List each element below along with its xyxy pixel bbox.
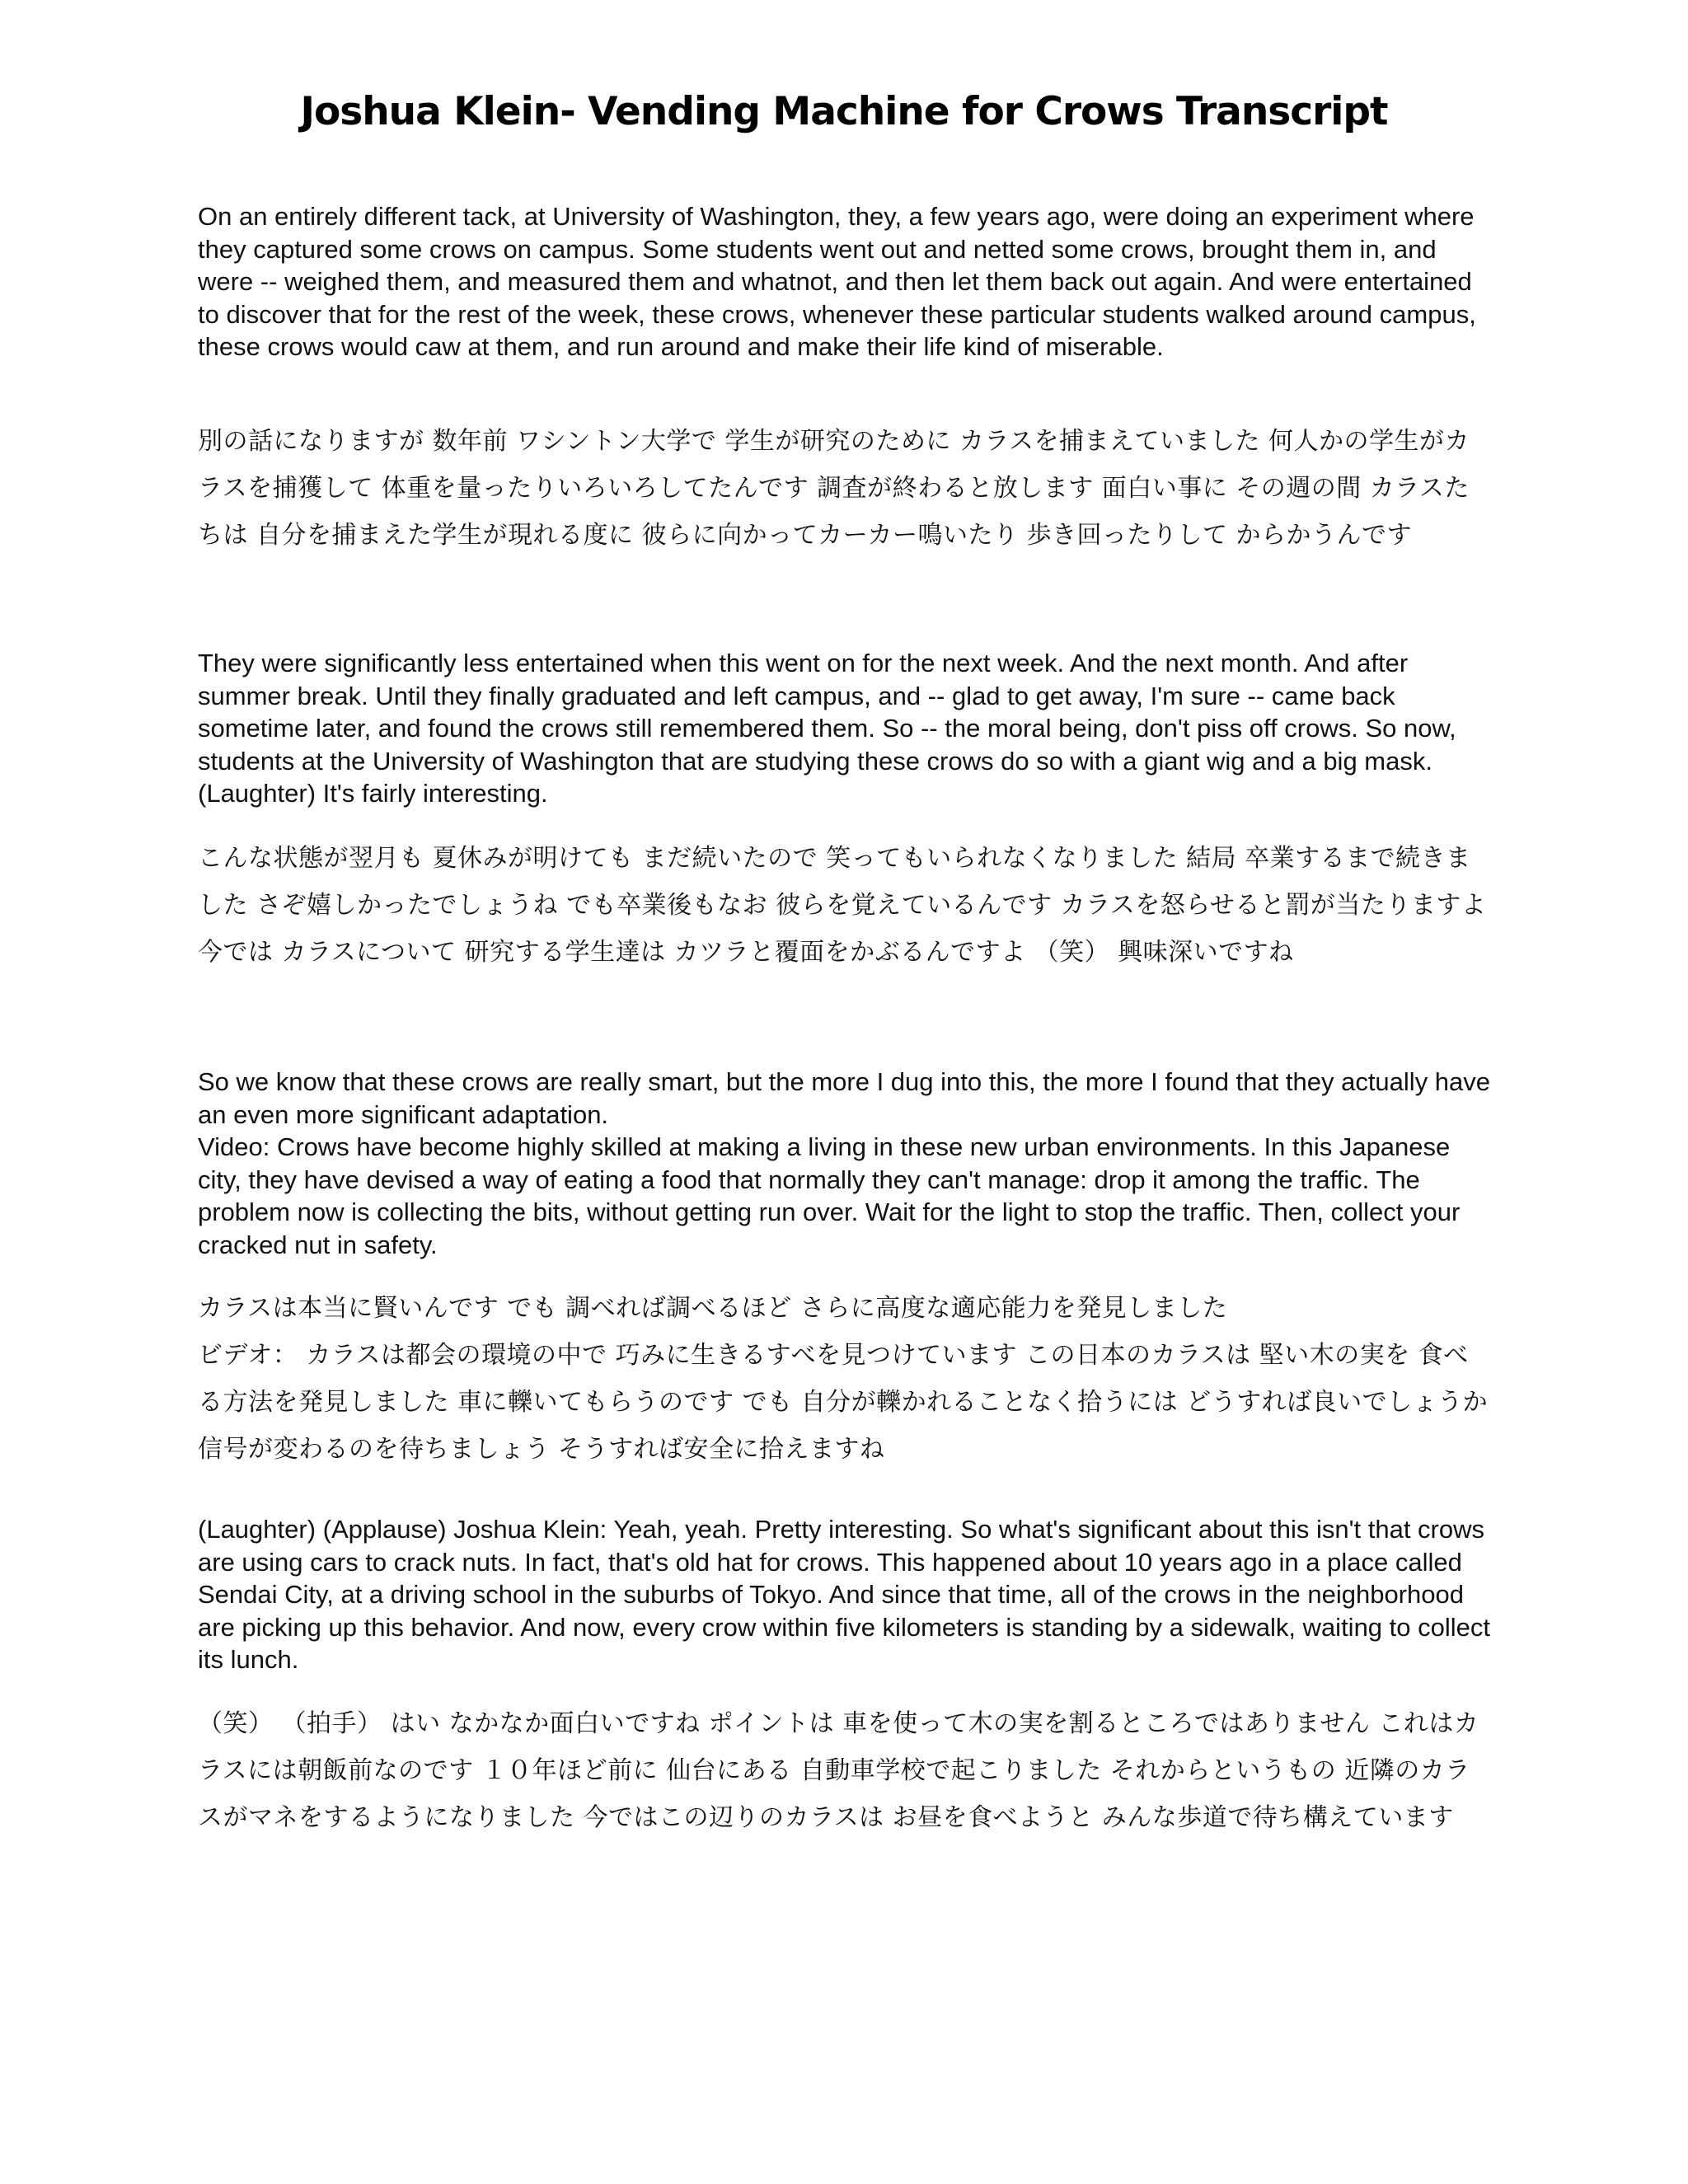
page-title: Joshua Klein- Vending Machine for Crows Transcript [300,89,1388,134]
english-paragraph: On an entirely different tack, at University of Washington, they, a few years ago, were doing an experiment where they captured some crows on campus. Some students went out and netted some crows, brought them in, and were -- weighed them, and measured them and whatnot, and then let them back out again. And were entertained to discover that for the rest of the week, these crows, whenever these particular students walked around campus, these crows would caw at them, and run around and make their life kind of miserable. [198,202,1476,361]
section-4-japanese [198,1700,1492,1841]
section-4-english [198,1513,1492,1676]
section-2-english [198,647,1492,810]
english-paragraph: So we know that these crows are really smart, but the more I dug into this, the more I found that they actually have an even more significant adaptation. [198,1067,1491,1129]
section-3-japanese [198,1285,1492,1473]
section-2-japanese [198,835,1492,976]
section-3-english [198,1066,1492,1261]
video-japanese-paragraph: ビデオ： カラスは都会の環境の中で 巧みに生きるすべを見つけています この日本のカラスは 堅い木の実を 食べる方法を発見しました 車に轢いてもらうのです でも 自分が轢かれることなく拾うには どうすれば良いでしょうか 信号が変わるのを待ちましょう そうすれば安全に拾えますね [198,1341,1489,1464]
japanese-paragraph: （笑） （拍手） はい なかなか面白いですね ポイントは 車を使って木の実を割るところではありません これはカラスには朝飯前なのです １０年ほど前に 仙台にある 自動車学校で起こりました それからというもの 近隣のカラスがマネをするようになりました 今ではこの辺りのカラスは お昼を食べようと みんな歩道で待ち構えています [198,1709,1479,1832]
japanese-paragraph: 別の話になりますが 数年前 ワシントン大学で 学生が研究のために カラスを捕まえていました 何人かの学生がカラスを捕獲して 体重を量ったりいろいろしてたんです 調査が終わると放します 面白い事に その週の間 カラスたちは 自分を捕まえた学生が現れる度に 彼らに向かってカーカー鳴いたり 歩き回ったりして からかうんです [198,427,1470,550]
video-paragraph: Video: Crows have become highly skilled at making a living in these new urban environments. In this Japanese city, they have devised a way of eating a food that normally they can't manage: drop it among the traffic. The problem now is collecting the bits, without getting run over. Wait for the light to stop the traffic. Then, collect your cracked nut in safety. [198,1132,1461,1259]
japanese-paragraph: カラスは本当に賢いんです でも 調べれば調べるほど さらに高度な適応能力を発見しました [198,1294,1228,1323]
japanese-paragraph: こんな状態が翌月も 夏休みが明けても まだ続いたので 笑ってもいられなくなりました 結局 卒業するまで続きました さぞ嬉しかったでしょうね でも卒業後もなお 彼らを覚えているんです カラスを怒らせると罰が当たりますよ 今では カラスについて 研究する学生達は カツラと覆面をかぶるんですよ （笑） 興味深いですね [198,844,1487,967]
section-1-english [198,200,1492,363]
english-paragraph: (Laughter) (Applause) Joshua Klein: Yeah, yeah. Pretty interesting. So what's significant about this isn't that crows are using cars to crack nuts. In fact, that's old hat for crows. This happened about 10 years ago in a place called Sendai City, at a driving school in the suburbs of Tokyo. And since that time, all of the crows in the neighborhood are picking up this behavior. And now, every crow within five kilometers is standing by a sidewalk, waiting to collect its lunch. [198,1515,1490,1674]
section-1-japanese [198,418,1492,559]
english-paragraph: They were significantly less entertained when this went on for the next week. And the next month. And after summer break. Until they finally graduated and left campus, and -- glad to get away, I'm sure -- came back sometime later, and found the crows still remembered them. So -- the moral being, don't piss off crows. So now, students at the University of Washington that are studying these crows do so with a giant wig and a big mask. (Laughter) It's fairly interesting. [198,649,1456,808]
